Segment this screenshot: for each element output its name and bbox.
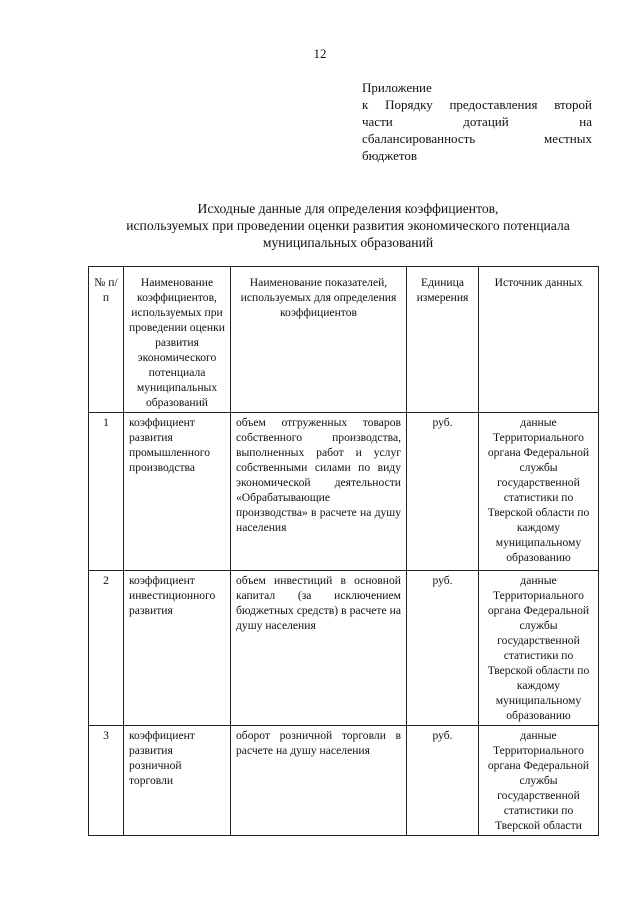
appendix-line: бюджетов — [362, 148, 418, 163]
appendix-line: к Порядку предоставления второй — [362, 97, 592, 112]
table-row — [89, 413, 599, 571]
appendix-line: сбалансированность местных — [362, 131, 592, 146]
row-number: 2 — [89, 571, 124, 726]
heading-line: муниципальных образований — [262, 235, 434, 250]
source-cell: данные Территориального органа Федеральной службы государственной статистики по Тверской области по каждому муниципальному образованию — [479, 413, 599, 571]
unit-cell: руб. — [407, 413, 479, 571]
appendix-title: Приложение — [362, 80, 432, 95]
unit-cell: руб. — [407, 726, 479, 836]
row-number: 3 — [89, 726, 124, 836]
source-cell: данные Территориального органа Федеральной службы государственной статистики по Тверской области по каждому муниципальному образованию — [479, 571, 599, 726]
indicator-name: объем отгруженных товаров собственного производства, выполненных работ и услуг собственными силами по виду экономической деятельности «Обрабатывающие производства» в расчете на душу населения — [231, 413, 407, 571]
appendix-block — [362, 79, 592, 164]
header-unit: Единица измерения — [407, 267, 479, 413]
coefficient-name: коэффициент развития промышленного производства — [124, 413, 231, 571]
appendix-line: части дотаций на — [362, 114, 592, 129]
table-row — [89, 571, 599, 726]
header-source: Источник данных — [479, 267, 599, 413]
header-indicator: Наименование показателей, используемых для определения коэффициентов — [231, 267, 407, 413]
header-coefficient: Наименование коэффициентов, используемых при проведении оценки развития экономического потенциала муниципальных образований — [124, 267, 231, 413]
page-number: 12 — [313, 46, 327, 61]
source-cell: данные Территориального органа Федеральной службы государственной статистики по Тверской области — [479, 726, 599, 836]
header-number: № п/п — [89, 267, 124, 413]
document-heading — [88, 200, 608, 251]
heading-line: Исходные данные для определения коэффициентов, — [197, 201, 499, 216]
coefficient-name: коэффициент развития розничной торговли — [124, 726, 231, 836]
coefficients-table — [88, 266, 599, 836]
row-number: 1 — [89, 413, 124, 571]
table-row — [89, 726, 599, 836]
table-header-row — [89, 267, 599, 413]
coefficient-name: коэффициент инвестиционного развития — [124, 571, 231, 726]
indicator-name: объем инвестиций в основной капитал (за исключением бюджетных средств) в расчете на душу населения — [231, 571, 407, 726]
unit-cell: руб. — [407, 571, 479, 726]
indicator-name: оборот розничной торговли в расчете на душу населения — [231, 726, 407, 836]
heading-line: используемых при проведении оценки развития экономического потенциала — [126, 218, 570, 233]
